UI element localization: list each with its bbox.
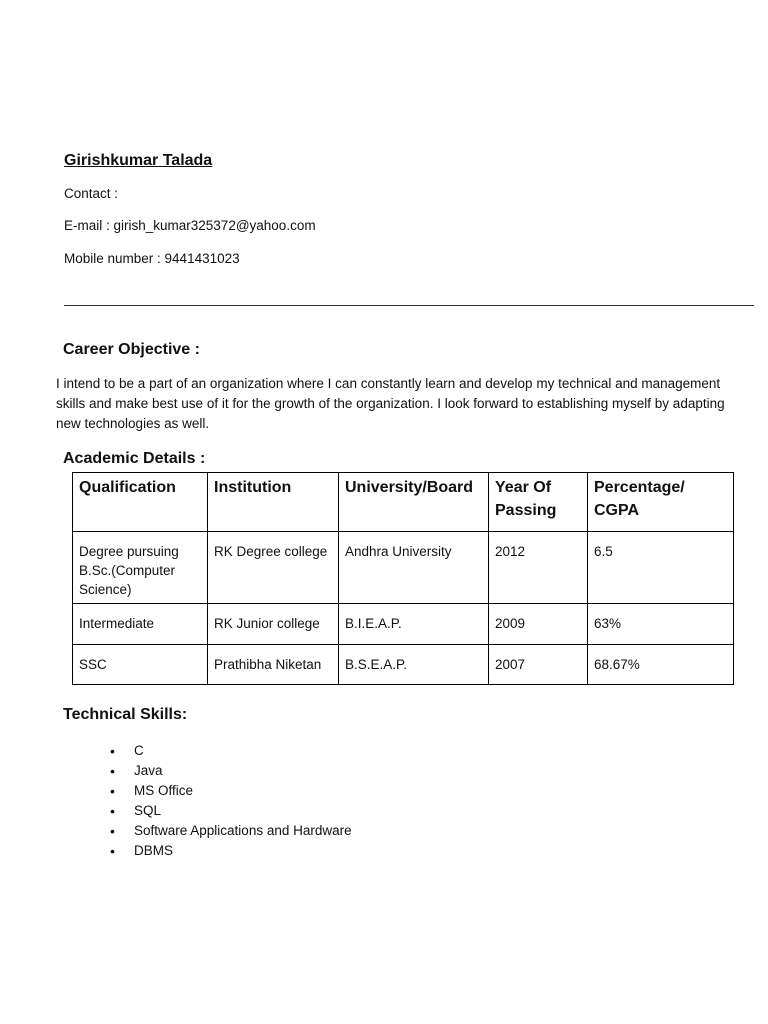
divider-line [64, 305, 754, 306]
table-cell: Degree pursuing B.Sc.(Computer Science) [73, 532, 208, 604]
skill-label: Software Applications and Hardware [134, 823, 352, 838]
bullet-icon: • [110, 783, 115, 799]
career-objective-text: I intend to be a part of an organization where I can constantly learn and develop my technical and management skills and make best use of it for the growth of the organization. I look forward to establishing myself by adapting new technologies as well. [56, 376, 725, 431]
list-item [110, 821, 352, 841]
email-line: E-mail : girish_kumar325372@yahoo.com [64, 218, 316, 233]
table-header-row [73, 473, 734, 532]
table-cell: 2012 [489, 532, 588, 604]
skill-label: SQL [134, 803, 162, 818]
column-header: Institution [208, 473, 339, 532]
table-cell: RK Junior college [208, 604, 339, 645]
academic-details-heading: Academic Details : [63, 450, 206, 467]
list-item [110, 741, 352, 761]
bullet-icon: • [110, 763, 115, 779]
list-item [110, 781, 352, 801]
list-item [110, 801, 352, 821]
bullet-icon: • [110, 823, 115, 839]
career-objective-heading: Career Objective : [63, 341, 200, 358]
academic-table [72, 472, 734, 685]
column-header: Year Of Passing [489, 473, 588, 532]
table-cell: Andhra University [339, 532, 489, 604]
table-cell: B.S.E.A.P. [339, 645, 489, 685]
table-row [73, 604, 734, 645]
mobile-line: Mobile number : 9441431023 [64, 251, 240, 266]
table-cell: B.I.E.A.P. [339, 604, 489, 645]
bullet-icon: • [110, 803, 115, 819]
table-cell: Prathibha Niketan [208, 645, 339, 685]
column-header: University/Board [339, 473, 489, 532]
table-cell: 68.67% [588, 645, 734, 685]
table-cell: 6.5 [588, 532, 734, 604]
table-cell: 63% [588, 604, 734, 645]
table-cell: 2009 [489, 604, 588, 645]
list-item [110, 841, 352, 861]
technical-skills-heading: Technical Skills: [63, 706, 188, 723]
column-header: Percentage/ CGPA [588, 473, 734, 532]
bullet-icon: • [110, 743, 115, 759]
table-cell: SSC [73, 645, 208, 685]
table-row [73, 645, 734, 685]
skills-list [110, 741, 352, 861]
skill-label: DBMS [134, 843, 174, 858]
list-item [110, 761, 352, 781]
contact-label: Contact : [64, 186, 119, 201]
column-header: Qualification [73, 473, 208, 532]
table-cell: RK Degree college [208, 532, 339, 604]
skill-label: Java [134, 763, 163, 778]
table-row [73, 532, 734, 604]
table-cell: Intermediate [73, 604, 208, 645]
skill-label: C [134, 743, 144, 758]
skill-label: MS Office [134, 783, 194, 798]
bullet-icon: • [110, 843, 115, 859]
candidate-name: Girishkumar Talada [64, 152, 213, 169]
table-cell: 2007 [489, 645, 588, 685]
